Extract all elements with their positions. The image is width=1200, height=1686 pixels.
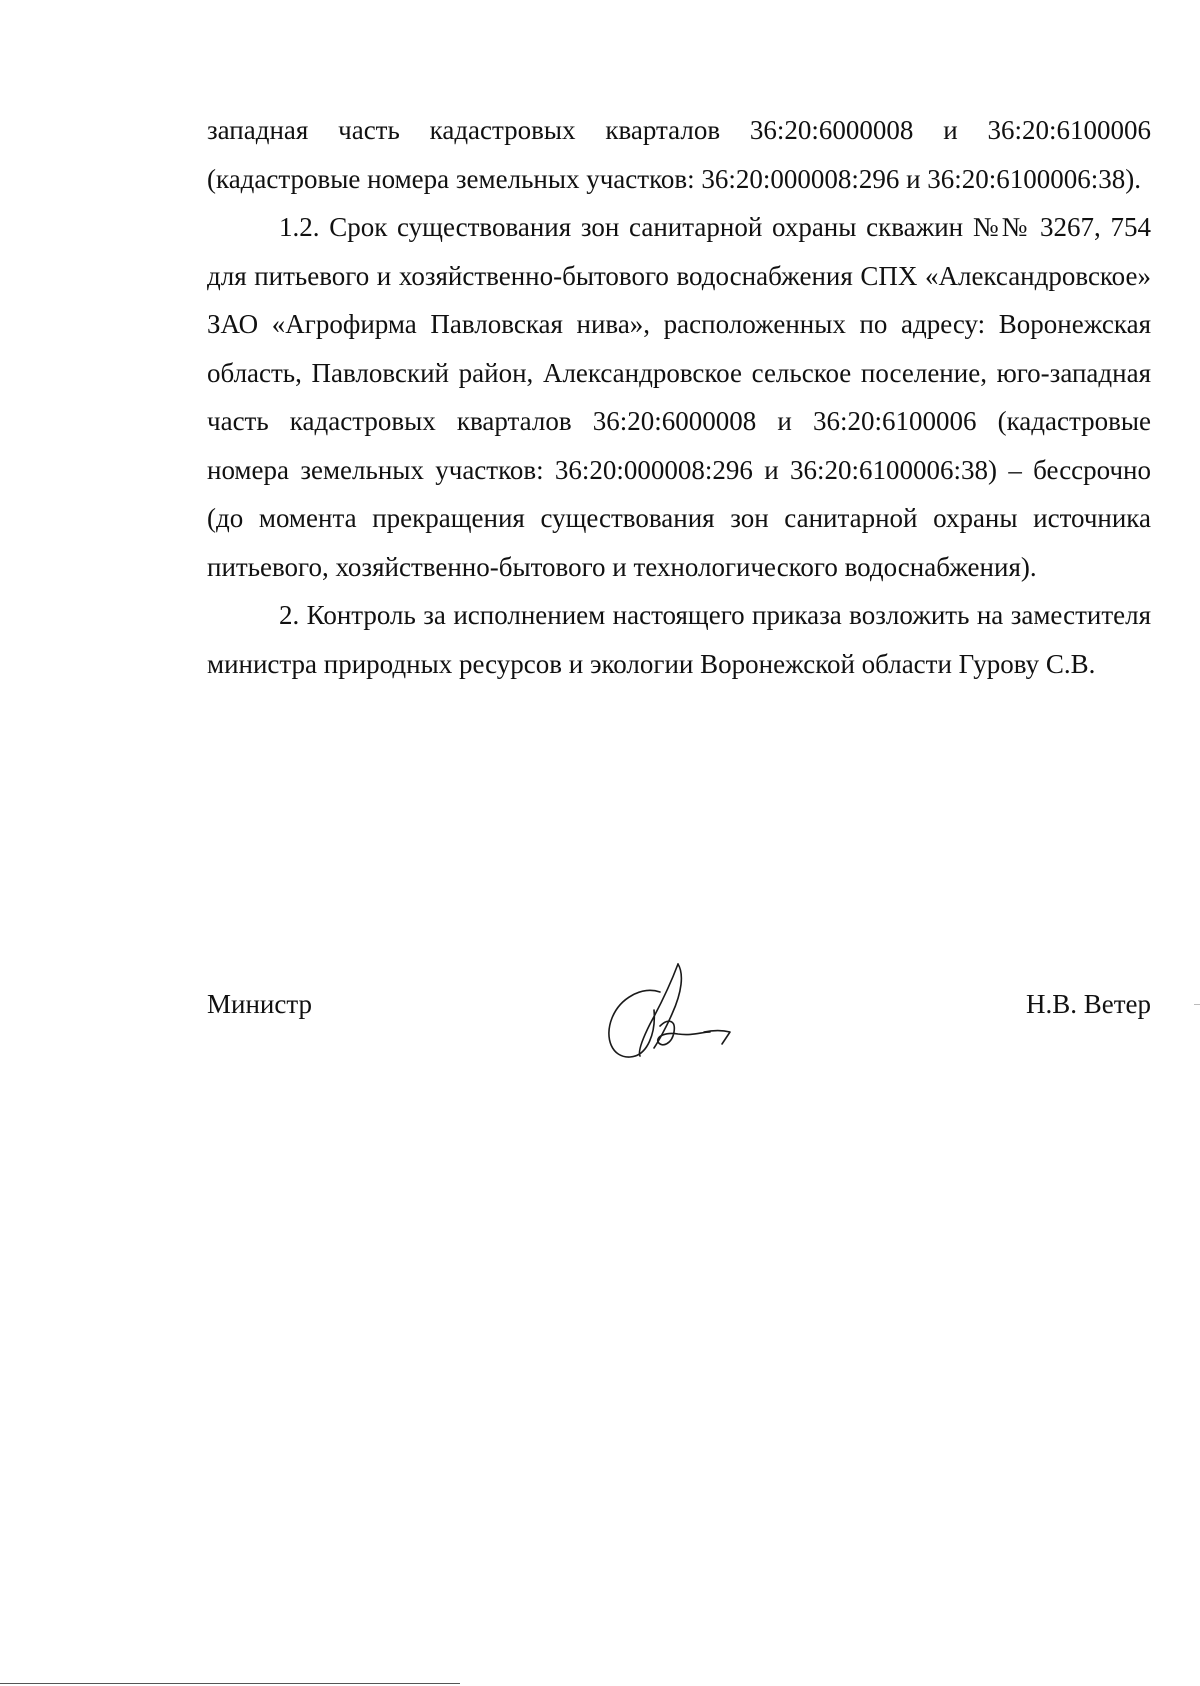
footer-divider [0,1683,460,1684]
paragraph-2-control: 2. Контроль за исполнением настоящего приказа возложить на заместителя министра природных ресурсов и экологии Воронежской области Гурову С.В. [207,600,1151,679]
signatory-name: Н.В. Ветер [1025,989,1151,1019]
paragraph-1-2-zone-duration: 1.2. Срок существования зон санитарной охраны скважин №№ 3267, 754 для питьевого и хозяйственно-бытового водоснабжения СПХ «Александровское» ЗАО «Агрофирма Павловская нива», расположенных по адресу: Воронежская область, Павловский район, Александровское сельское поселение, юго-западная часть кадастровых кварталов 36:20:6000008 и 36:20:6100006 (кадастровые номера земельных участков: 36:20:000008:296 и 36:20:6100006:38) – бессрочно (до момента прекращения существования зон санитарной охраны источника питьевого, хозяйственно-бытового и технологического водоснабжения). [207,212,1151,582]
signatory-title: Министр [207,989,312,1019]
paragraph-cadastral-location: западная часть кадастровых кварталов 36:20:6000008 и 36:20:6100006 (кадастровые номера земельных участков: 36:20:000008:296 и 36:20:6100006:38). [207,115,1151,194]
document-body [207,106,1151,688]
scan-edge-mark [1194,1004,1200,1005]
handwritten-signature-icon [592,962,752,1062]
signature-block [207,978,1151,1098]
